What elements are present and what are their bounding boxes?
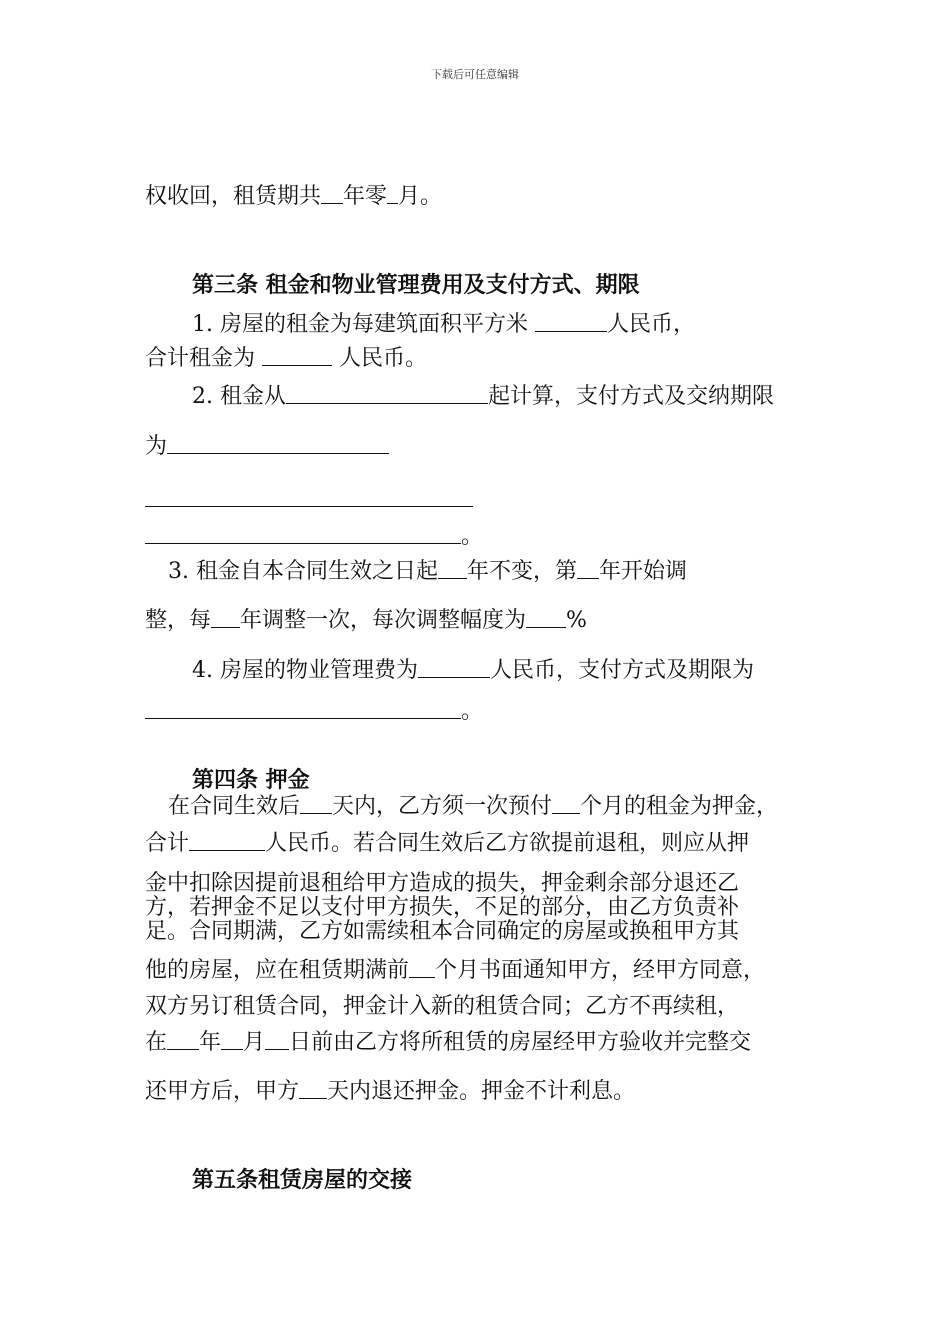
blank-line bbox=[438, 558, 467, 579]
text-line: 。 bbox=[145, 698, 483, 726]
text-line: 双方另订租赁合同，押金计入新的租赁合同；乙方不再续租， bbox=[145, 994, 740, 1019]
blank-line bbox=[387, 183, 398, 204]
blank-full-line bbox=[145, 486, 473, 514]
blank-line bbox=[145, 486, 473, 507]
text-line: 足。合同期满，乙方如需续租本合同确定的房屋或换租甲方其 bbox=[145, 919, 740, 944]
blank-line bbox=[409, 957, 435, 978]
text-line: 4. 房屋的物业管理费为 人民币，支付方式及期限为 bbox=[192, 658, 754, 683]
text-line: 金中扣除因提前退租给甲方造成的损失，押金剩余部分退还乙 bbox=[145, 871, 740, 896]
blank-line bbox=[265, 1029, 289, 1050]
blank-line bbox=[211, 607, 240, 628]
blank-line bbox=[221, 1029, 243, 1050]
text-line: 方，若押金不足以支付甲方损失，不足的部分，由乙方负责补 bbox=[145, 895, 740, 920]
text-line: 在 年 月 日前由乙方将所租赁的房屋经甲方验收并完整交 bbox=[145, 1030, 752, 1055]
text-line: 合计 人民币。若合同生效后乙方欲提前退租，则应从押 bbox=[145, 831, 750, 856]
text-line: 。 bbox=[145, 523, 483, 551]
blank-line bbox=[286, 383, 488, 404]
page-header-note: 下载后可任意编辑 bbox=[431, 68, 519, 81]
text-line: 合计租金为 人民币。 bbox=[145, 346, 427, 371]
text-line: 还甲方后，甲方 天内退还押金。押金不计利息。 bbox=[145, 1079, 636, 1104]
blank-line bbox=[300, 793, 332, 814]
blank-line bbox=[552, 793, 580, 814]
text-line: 1. 房屋的租金为每建筑面积平方米 人民币， bbox=[192, 312, 695, 337]
text-line: 2. 租金从 起计算，支付方式及交纳期限 bbox=[192, 384, 774, 409]
blank-line bbox=[418, 657, 490, 678]
blank-line bbox=[299, 1078, 327, 1099]
blank-line bbox=[535, 311, 607, 332]
blank-line bbox=[145, 523, 461, 544]
text-line: 整，每 年调整一次，每次调整幅度为 % bbox=[145, 608, 587, 633]
blank-line bbox=[145, 698, 461, 719]
blank-line bbox=[321, 183, 343, 204]
blank-line bbox=[526, 607, 566, 628]
text-line: 3. 租金自本合同生效之日起 年不变，第 年开始调 bbox=[168, 559, 688, 584]
text-line: 在合同生效后 天内，乙方须一次预付 个月的租金为押金， bbox=[168, 794, 779, 819]
section-heading-4: 第四条 押金 bbox=[192, 767, 310, 793]
text-line: 为 bbox=[145, 433, 389, 461]
text-line: 权收回，租赁期共 年零 月。 bbox=[145, 184, 443, 209]
blank-line bbox=[167, 433, 389, 454]
section-heading-5: 第五条租赁房屋的交接 bbox=[192, 1167, 413, 1193]
blank-line bbox=[189, 830, 265, 851]
section-heading-3: 第三条 租金和物业管理费用及支付方式、期限 bbox=[192, 272, 640, 298]
blank-line bbox=[262, 345, 332, 366]
blank-line bbox=[167, 1029, 199, 1050]
blank-line bbox=[577, 558, 599, 579]
text-line: 他的房屋，应在租赁期满前 个月书面通知甲方，经甲方同意， bbox=[145, 958, 766, 983]
